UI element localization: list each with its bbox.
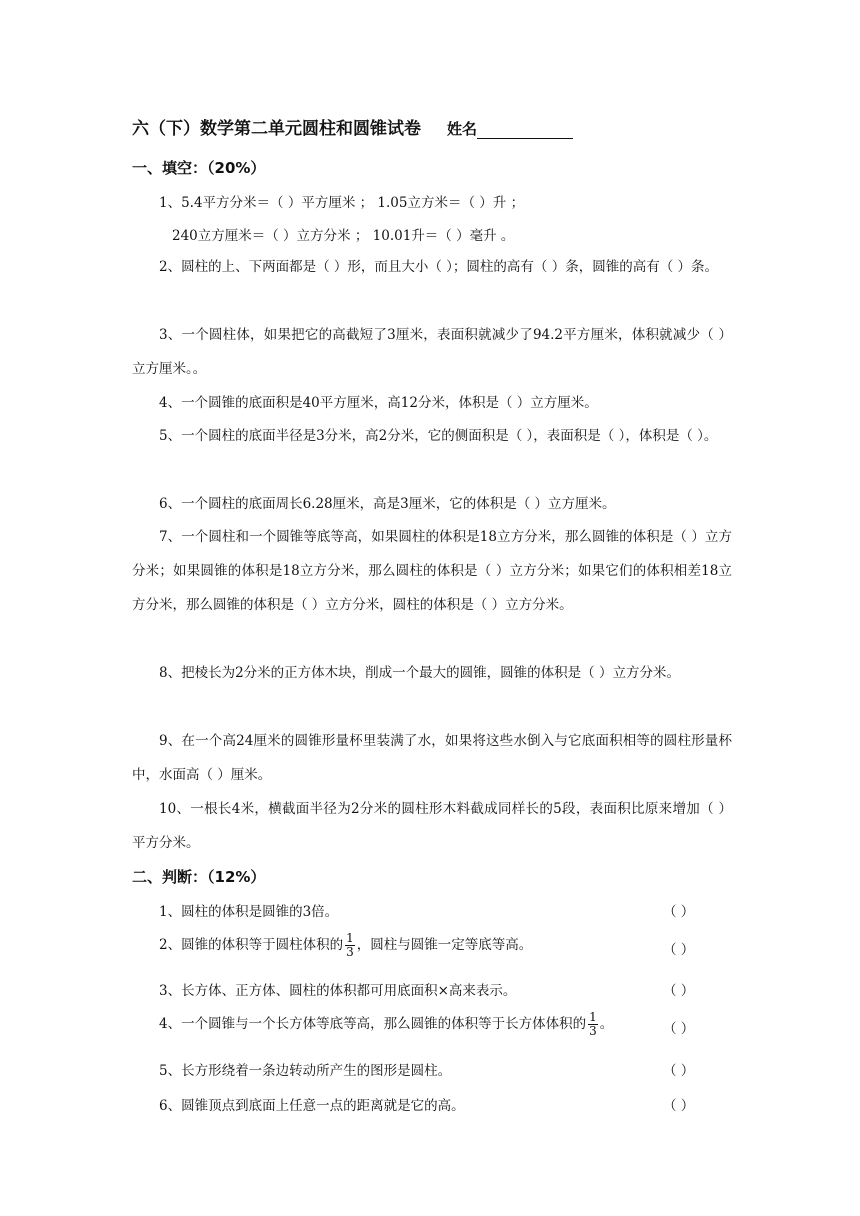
fraction-numerator: 1 <box>346 931 354 945</box>
judge-item-3: 3、长方体、正方体、圆柱的体积都可用底面积×高来表示。 <box>159 983 517 999</box>
fraction-denominator: 3 <box>346 945 354 959</box>
page-title <box>132 114 573 139</box>
question-8: 8、把棱长为2分米的正方体木块，削成一个最大的圆锥，圆锥的体积是（ ）立方分米。 <box>159 665 680 681</box>
judge-answer-5[interactable]: （ ） <box>663 1063 695 1079</box>
question-3: 3、一个圆柱体，如果把它的高截短了3厘米，表面积就减少了94.2平方厘米，体积就减少（ ）立方厘米。。 <box>132 327 732 377</box>
fraction-denominator: 3 <box>589 1024 597 1038</box>
section2-heading: 二、判断：（12%） <box>132 868 266 886</box>
fraction-one-third <box>345 932 355 959</box>
judge-item-5: 5、长方形绕着一条边转动所产生的图形是圆柱。 <box>159 1063 452 1079</box>
question-2: 2、圆柱的上、下两面都是（ ）形，而且大小（ ）；圆柱的高有（ ）条，圆锥的高有（ ）条。 <box>159 259 719 275</box>
question-6: 6、一个圆柱的底面周长6.28厘米，高是3厘米，它的体积是（ ）立方厘米。 <box>159 496 616 512</box>
judge-item-1: 1、圆柱的体积是圆锥的3倍。 <box>159 904 339 920</box>
fraction-one-third <box>588 1011 598 1038</box>
judge-item-4-text-a: 4、一个圆锥与一个长方体等底等高，那么圆锥的体积等于长方体体积的 <box>159 1016 587 1032</box>
question-5: 5、一个圆柱的底面半径是3分米，高2分米，它的侧面积是（ ），表面积是（ ），体积是（ ）。 <box>159 428 718 444</box>
judge-answer-4[interactable]: （ ） <box>663 1021 695 1037</box>
question-10: 10、一根长4米，横截面半径为2分米的圆柱形木料截成同样长的5段，表面积比原来增加（ ）平方分米。 <box>132 801 732 851</box>
judge-answer-3[interactable]: （ ） <box>663 983 695 999</box>
judge-item-6: 6、圆锥顶点到底面上任意一点的距离就是它的高。 <box>159 1098 465 1114</box>
question-7: 7、一个圆柱和一个圆锥等底等高，如果圆柱的体积是18立方分米，那么圆锥的体积是（ ）立方分米；如果圆锥的体积是18立方分米，那么圆柱的体积是（ ）立方分米；如果它们的体积相差18立方分米，那么圆锥的体积是（ ）立方分米，圆柱的体积是（ ）立方分米。 <box>132 529 732 613</box>
fraction-numerator: 1 <box>589 1010 597 1024</box>
judge-item-2-text-b: ，圆柱与圆锥一定等底等高。 <box>356 937 533 953</box>
section1-heading: 一、填空：（20%） <box>132 159 266 177</box>
judge-answer-6[interactable]: （ ） <box>663 1098 695 1114</box>
question-9: 9、在一个高24厘米的圆锥形量杯里装满了水，如果将这些水倒入与它底面积相等的圆柱形量杯中，水面高（ ）厘米。 <box>132 733 732 783</box>
judge-answer-2[interactable]: （ ） <box>663 942 695 958</box>
question-4: 4、一个圆锥的底面积是40平方厘米，高12分米，体积是（ ）立方厘米。 <box>159 395 598 411</box>
question-1-line-2: 240立方厘米＝（ ）立方分米 ； 10.01升＝（ ）毫升 。 <box>172 228 515 244</box>
judge-item-4 <box>159 1011 613 1038</box>
name-label: 姓名 <box>447 120 478 138</box>
judge-item-2-text-a: 2、圆锥的体积等于圆柱体积的 <box>159 937 344 953</box>
judge-answer-1[interactable]: （ ） <box>663 904 695 920</box>
question-1-line-1: 1、5.4平方分米＝（ ）平方厘米 ； 1.05立方米＝（ ）升 ； <box>159 195 525 211</box>
title-text: 六（下）数学第二单元圆柱和圆锥试卷 <box>132 119 421 139</box>
name-blank[interactable] <box>477 122 573 139</box>
judge-item-2 <box>159 932 532 959</box>
judge-item-4-text-b: 。 <box>599 1016 614 1032</box>
